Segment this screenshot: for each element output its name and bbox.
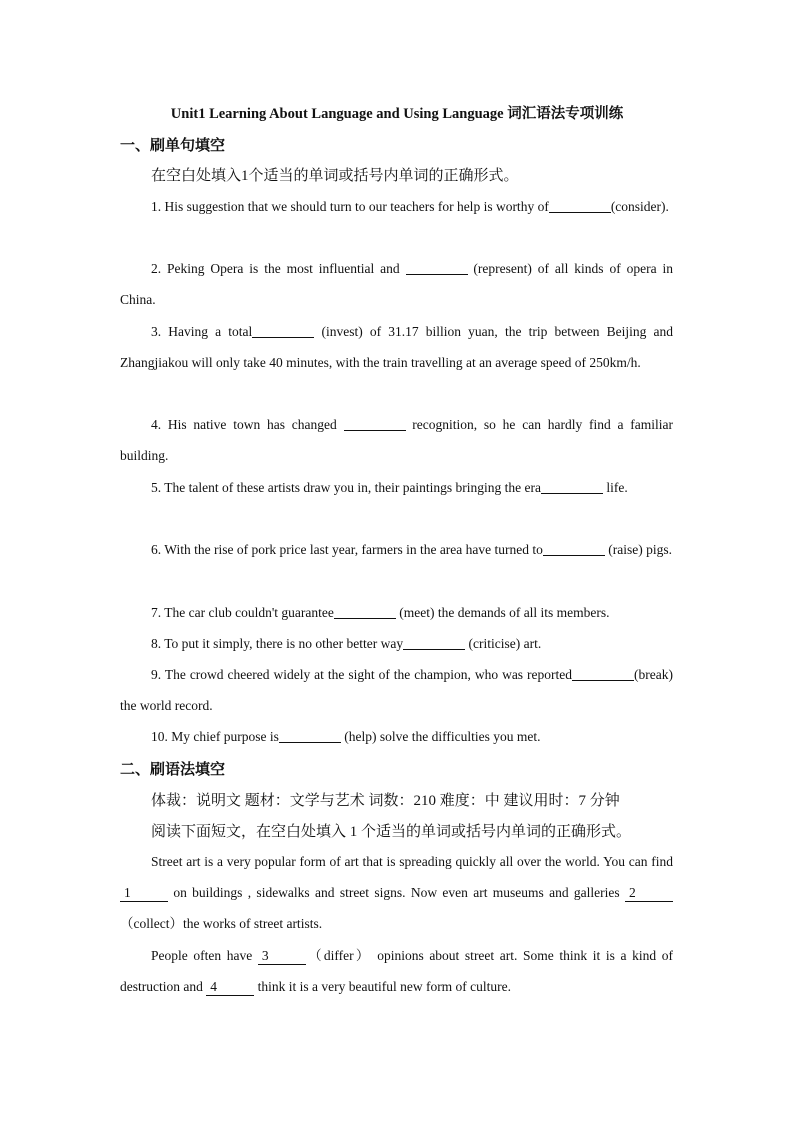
question-text: 2. Peking Opera is the most influential and [151, 261, 406, 276]
question-7 [120, 597, 673, 628]
question-text: 10. My chief purpose is [151, 729, 279, 744]
question-text: 1. His suggestion that we should turn to our teachers for help is worthy of [151, 199, 549, 214]
question-10 [120, 721, 673, 752]
question-text: 5. The talent of these artists draw you in, their paintings bringing the era [151, 480, 542, 495]
question-3 [120, 316, 673, 378]
section1-heading: 一、刷单句填空 [120, 138, 226, 154]
answer-blank[interactable] [279, 729, 341, 744]
numbered-blank-3[interactable]: 3 [258, 948, 306, 965]
passage-text: （differ） opinions about street art. Some think it is a kind of destruction and [120, 948, 674, 995]
question-text: (consider). [610, 199, 669, 214]
passage-paragraph-2 [120, 940, 673, 1002]
answer-blank[interactable] [541, 480, 603, 495]
passage-text: （collect）the works of street artists. [120, 916, 323, 932]
question-text: (help) solve the difficulties you met. [340, 729, 541, 744]
passage-text: People often have [151, 948, 258, 963]
question-5 [120, 472, 673, 503]
answer-blank[interactable] [403, 636, 465, 651]
question-text: (break) the world record. [120, 667, 673, 714]
passage-text: Street art is a very popular form of art that is spreading quickly all over the world. You can find [151, 854, 673, 869]
question-text: 9. The crowd cheered widely at the sight of the champion, who was reported [151, 667, 573, 682]
question-4 [120, 409, 673, 471]
question-text: 3. Having a total [151, 324, 253, 339]
question-text: life. [603, 480, 628, 495]
numbered-blank-2[interactable]: 2 [625, 885, 673, 902]
question-text: (represent) of all kinds of opera in China. [120, 261, 673, 308]
numbered-blank-1[interactable]: 1 [120, 885, 168, 902]
answer-blank[interactable] [406, 261, 468, 276]
question-text: (criticise) art. [465, 636, 542, 651]
answer-blank[interactable] [549, 199, 611, 214]
passage-paragraph-1 [120, 846, 673, 940]
section2-heading: 二、刷语法填空 [120, 762, 226, 778]
question-1 [120, 191, 673, 222]
question-text: recognition, so he can hardly find a familiar building. [120, 417, 673, 464]
question-text: 4. His native town has changed [151, 417, 344, 432]
passage-text: think it is a very beautiful new form of culture. [254, 979, 512, 995]
section1-instruction: 在空白处填入1个适当的单词或括号内单词的正确形式。 [151, 168, 519, 184]
answer-blank[interactable] [344, 417, 406, 432]
passage-text: on buildings , sidewalks and street signs. Now even art museums and galleries [168, 885, 625, 901]
question-text: (raise) pigs. [604, 542, 672, 557]
numbered-blank-4[interactable]: 4 [206, 979, 254, 996]
question-text: 6. With the rise of pork price last year, farmers in the area have turned to [151, 542, 543, 557]
answer-blank[interactable] [572, 667, 634, 682]
question-text: (invest) of 31.17 billion yuan, the trip between Beijing and Zhangjiakou will only take 40 minutes, with the train travelling at an average speed of 250km/h. [120, 324, 673, 371]
question-text: (meet) the demands of all its members. [395, 605, 610, 620]
answer-blank[interactable] [543, 542, 605, 557]
section2-instruction: 阅读下面短文，在空白处填入 1 个适当的单词或括号内单词的正确形式。 [151, 824, 632, 840]
question-6 [120, 534, 673, 565]
answer-blank[interactable] [252, 324, 314, 339]
question-8 [120, 628, 673, 659]
question-text: 8. To put it simply, there is no other better way [151, 636, 404, 651]
page-title: Unit1 Learning About Language and Using Language 词汇语法专项训练 [170, 106, 624, 122]
question-9 [120, 659, 673, 721]
question-2 [120, 253, 673, 315]
answer-blank[interactable] [334, 605, 396, 620]
section2-meta: 体裁：说明文 题材：文学与艺术 词数：210 难度：中 建议用时：7 分钟 [151, 793, 620, 809]
question-text: 7. The car club couldn't guarantee [151, 605, 334, 620]
